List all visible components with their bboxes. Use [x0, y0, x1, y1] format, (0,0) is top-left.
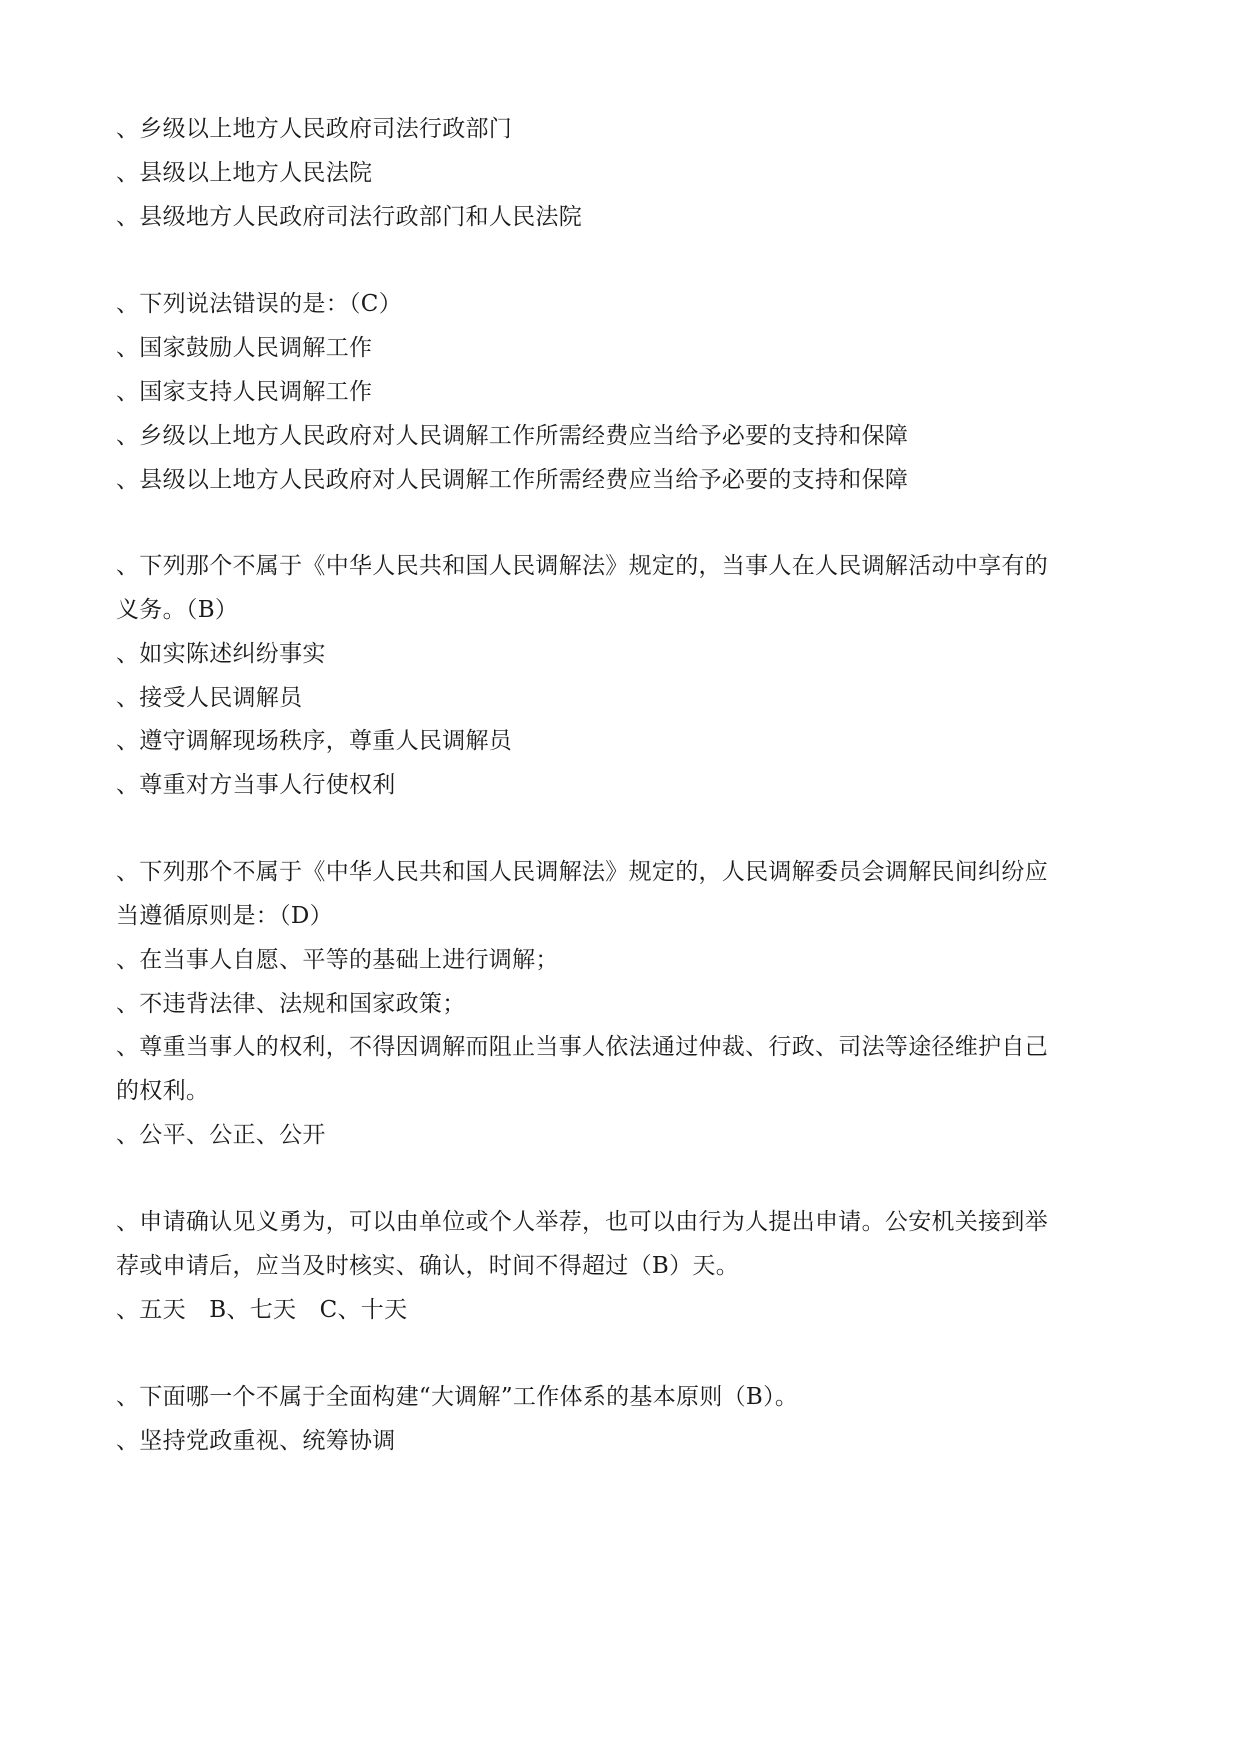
- option-line: 、尊重当事人的权利，不得因调解而阻止当事人依法通过仲裁、行政、司法等途径维护自己: [116, 1034, 1048, 1060]
- option-line: 、遵守调解现场秩序，尊重人民调解员: [116, 728, 513, 754]
- question-line: 、下列那个不属于《中华人民共和国人民调解法》规定的，当事人在人民调解活动中享有的: [116, 553, 1048, 579]
- option-line: 、尊重对方当事人行使权利: [116, 772, 396, 798]
- option-line: 、如实陈述纠纷事实: [116, 641, 326, 667]
- question-line: 、下列那个不属于《中华人民共和国人民调解法》规定的，人民调解委员会调解民间纠纷应: [116, 859, 1048, 885]
- option-line: 、公平、公正、公开: [116, 1122, 326, 1148]
- option-line: 的权利。: [116, 1078, 210, 1104]
- question-line: 、申请确认见义勇为，可以由单位或个人举荐，也可以由行为人提出申请。公安机关接到举: [116, 1209, 1048, 1235]
- question-line: 义务。（B）: [116, 597, 239, 623]
- question-line: 荐或申请后，应当及时核实、确认，时间不得超过（B）天。: [116, 1253, 740, 1279]
- question-line: 当遵循原则是：（D）: [116, 903, 333, 929]
- option-line: 、国家鼓励人民调解工作: [116, 335, 373, 361]
- text-line: 、县级以上地方人民法院: [116, 160, 373, 186]
- option-line: 、县级以上地方人民政府对人民调解工作所需经费应当给予必要的支持和保障: [116, 467, 909, 493]
- option-line: 、乡级以上地方人民政府对人民调解工作所需经费应当给予必要的支持和保障: [116, 423, 909, 449]
- option-line: 、在当事人自愿、平等的基础上进行调解；: [116, 947, 559, 973]
- option-line: 、国家支持人民调解工作: [116, 379, 373, 405]
- text-line: 、乡级以上地方人民政府司法行政部门: [116, 116, 513, 142]
- text-line: 、县级地方人民政府司法行政部门和人民法院: [116, 204, 582, 230]
- question-line: 、下列说法错误的是：（C）: [116, 291, 402, 317]
- option-line: 、接受人民调解员: [116, 685, 303, 711]
- option-line: 、不违背法律、法规和国家政策；: [116, 991, 466, 1017]
- question-line: 、下面哪一个不属于全面构建“大调解”工作体系的基本原则（B）。: [116, 1384, 799, 1410]
- option-line: 、坚持党政重视、统筹协调: [116, 1428, 396, 1454]
- option-line: 、五天 B、七天 C、十天: [116, 1297, 408, 1323]
